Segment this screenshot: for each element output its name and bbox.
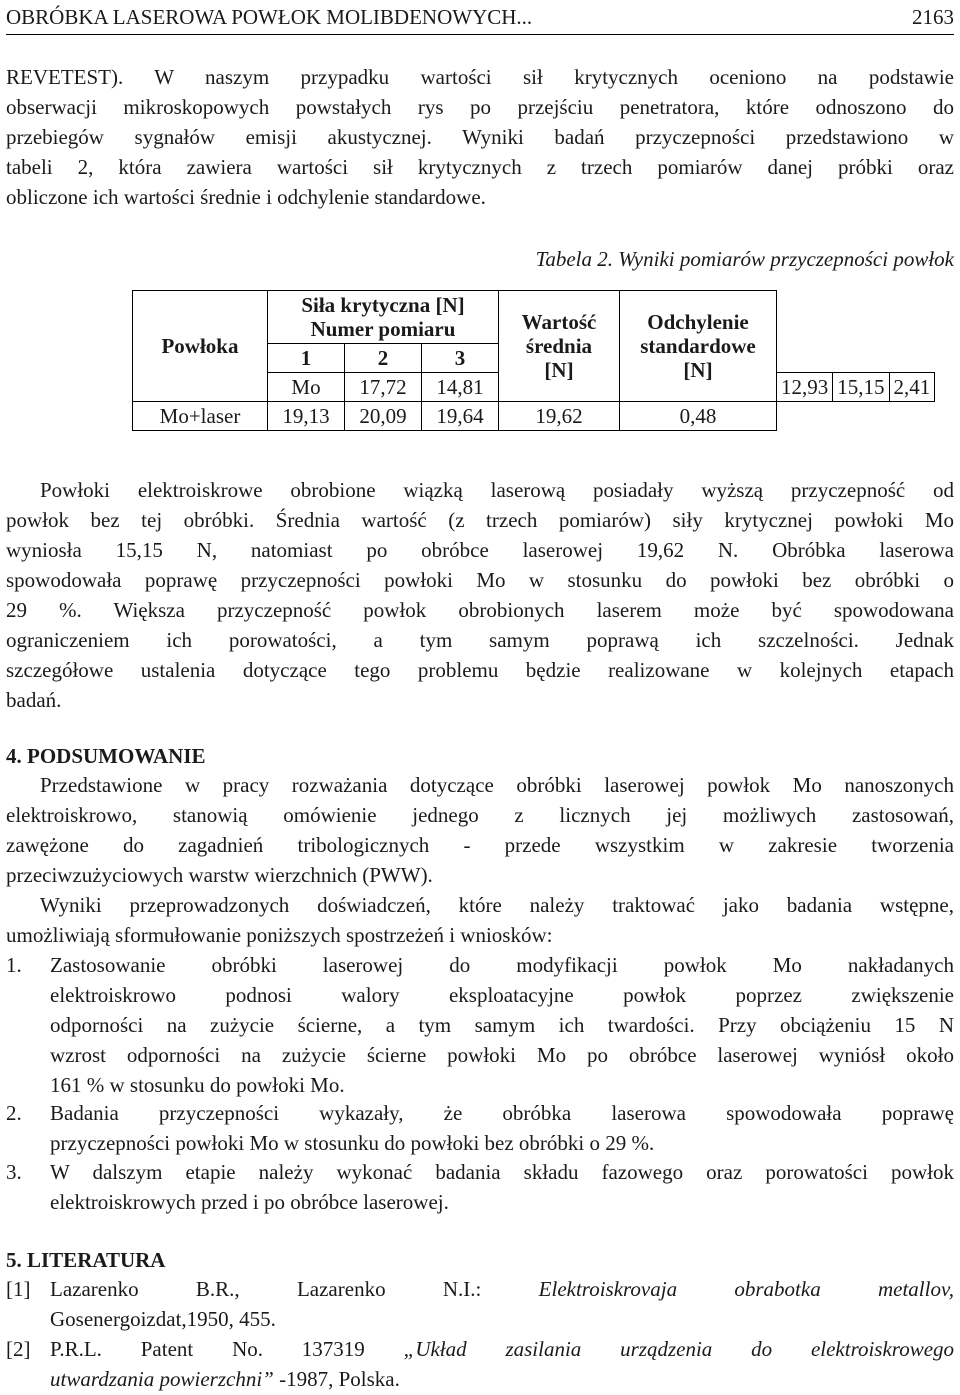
- text-line: 29 %. Większa przyczepność powłok obrobionych laserem może być spowodowana: [6, 598, 954, 622]
- cell-m2: 14,81: [422, 373, 499, 402]
- cell-m2: 20,09: [345, 402, 422, 431]
- text-line: obliczone ich wartości średnie i odchylenie standardowe.: [6, 185, 486, 209]
- summary-paragraph-1: [6, 770, 954, 890]
- section-heading-summary: 4. PODSUMOWANIE: [6, 744, 206, 768]
- text-line: zawężone do zagadnień tribologicznych - przede wszystkim w zakresie tworzenia: [6, 833, 954, 857]
- header-mean: Wartość średnia [N]: [499, 291, 620, 402]
- cell-m1: 19,13: [268, 402, 345, 431]
- header-critical-force: Siła krytyczna [N] Numer pomiaru: [268, 291, 499, 344]
- text-line: szczegółowe ustalenia dotyczące tego problemu będzie realizowane w kolejnych etapach: [6, 658, 954, 682]
- reference-line: P.R.L. Patent No. 137319 „Układ zasilania urządzenia do elektroiskrowego: [50, 1337, 955, 1361]
- text-line: obserwacji mikroskopowych powstałych rys po przejściu penetratora, które odnoszono do: [6, 95, 954, 119]
- text-line: przeciwzużyciowych warstw wierzchnich (PWW).: [6, 863, 433, 887]
- text-line: 161 % w stosunku do powłoki Mo.: [50, 1073, 345, 1097]
- text-line: W dalszym etapie należy wykonać badania składu fazowego oraz porowatości powłok: [50, 1160, 954, 1184]
- text-line: spowodowała poprawę przyczepności powłoki Mo w stosunku do powłoki bez obróbki o: [6, 568, 954, 592]
- text-line: wyniosła 15,15 N, natomiast po obróbce laserowej 19,62 N. Obróbka laserowa: [6, 538, 954, 562]
- table-row: [133, 402, 935, 431]
- running-title: OBRÓBKA LASEROWA POWŁOK MOLIBDENOWYCH...: [6, 5, 533, 29]
- cell-m3: 19,64: [422, 402, 499, 431]
- cell-mean: 19,62: [499, 402, 620, 431]
- text-line: elektroiskrowo podnosi walory eksploatacyjne powłok poprzez zwiększenie: [50, 983, 954, 1007]
- section-heading-literature: 5. LITERATURA: [6, 1248, 166, 1272]
- text-line: elektroiskrowo, stanowią omówienie jednego z licznych jej możliwych zastosowań,: [6, 803, 954, 827]
- text-line: badań.: [6, 688, 62, 712]
- text-line: umożliwiają sformułowanie poniższych spostrzeżeń i wniosków:: [6, 923, 553, 947]
- cell-sd: 2,41: [889, 373, 935, 402]
- reference-number: [1]: [6, 1277, 31, 1301]
- table-caption: Tabela 2. Wyniki pomiarów przyczepności powłok: [535, 247, 954, 271]
- text-line: ograniczeniem ich porowatości, a tym samym poprawą ich szczelności. Jednak: [6, 628, 954, 652]
- list-number: 3.: [6, 1160, 22, 1184]
- text-line: powłok bez tej obróbki. Średnia wartość (z trzech pomiarów) siły krytycznej powłoki Mo: [6, 508, 954, 532]
- text-line: REVETEST). W naszym przypadku wartości sił krytycznych oceniono na podstawie: [6, 65, 954, 89]
- cell-m1: 17,72: [345, 373, 422, 402]
- text-line: wzrost odporności na zużycie ścierne powłoki Mo po obróbce laserowej wyniósł około: [50, 1043, 954, 1067]
- text-line: Powłoki elektroiskrowe obrobione wiązką laserową posiadały wyższą przyczepność od: [40, 478, 954, 502]
- header-measure-3: 3: [422, 344, 499, 373]
- text-line: przebiegów sygnałów emisji akustycznej. Wyniki badań przyczepności przedstawiono w: [6, 125, 954, 149]
- cell-coating: Mo+laser: [133, 402, 268, 431]
- cell-sd: 0,48: [620, 402, 777, 431]
- text-line: elektroiskrowych przed i po obróbce laserowej.: [50, 1190, 449, 1214]
- list-number: 1.: [6, 953, 22, 977]
- cell-coating: Mo: [268, 373, 345, 402]
- cell-mean: 15,15: [833, 373, 889, 402]
- discussion-paragraph: [6, 475, 954, 715]
- header-std-dev: Odchylenie standardowe [N]: [620, 291, 777, 402]
- summary-paragraph-2: [6, 890, 954, 950]
- header-measure-1: 1: [268, 344, 345, 373]
- text-line: przyczepności powłoki Mo w stosunku do powłoki bez obróbki o 29 %.: [50, 1131, 655, 1155]
- text-line: Zastosowanie obróbki laserowej do modyfikacji powłok Mo nakładanych: [50, 953, 954, 977]
- text-line: Wyniki przeprowadzonych doświadczeń, które należy traktować jako badania wstępne,: [40, 893, 954, 917]
- reference-number: [2]: [6, 1337, 31, 1361]
- cell-m3: 12,93: [777, 373, 833, 402]
- header-coating: Powłoka: [133, 291, 268, 402]
- text-line: Przedstawione w pracy rozważania dotyczące obróbki laserowej powłok Mo nanoszonych: [40, 773, 954, 797]
- reference-line: Lazarenko B.R., Lazarenko N.I.: Elektroiskrovaja obrabotka metallov,: [50, 1277, 954, 1301]
- text-line: odporności na zużycie ścierne, a tym samym ich twardości. Przy obciążeniu 15 N: [50, 1013, 954, 1037]
- reference-line: Gosenergoizdat,1950, 455.: [50, 1307, 276, 1331]
- reference-line: utwardzania powierzchni” -1987, Polska.: [50, 1367, 400, 1391]
- page-number: 2163: [912, 5, 954, 29]
- text-line: Badania przyczepności wykazały, że obróbka laserowa spowodowała poprawę: [50, 1101, 954, 1125]
- running-header: [6, 4, 954, 35]
- header-measure-2: 2: [345, 344, 422, 373]
- intro-paragraph: [6, 62, 954, 212]
- results-table: [132, 290, 935, 431]
- text-line: tabeli 2, która zawiera wartości sił krytycznych z trzech pomiarów danej próbki oraz: [6, 155, 954, 179]
- list-number: 2.: [6, 1101, 22, 1125]
